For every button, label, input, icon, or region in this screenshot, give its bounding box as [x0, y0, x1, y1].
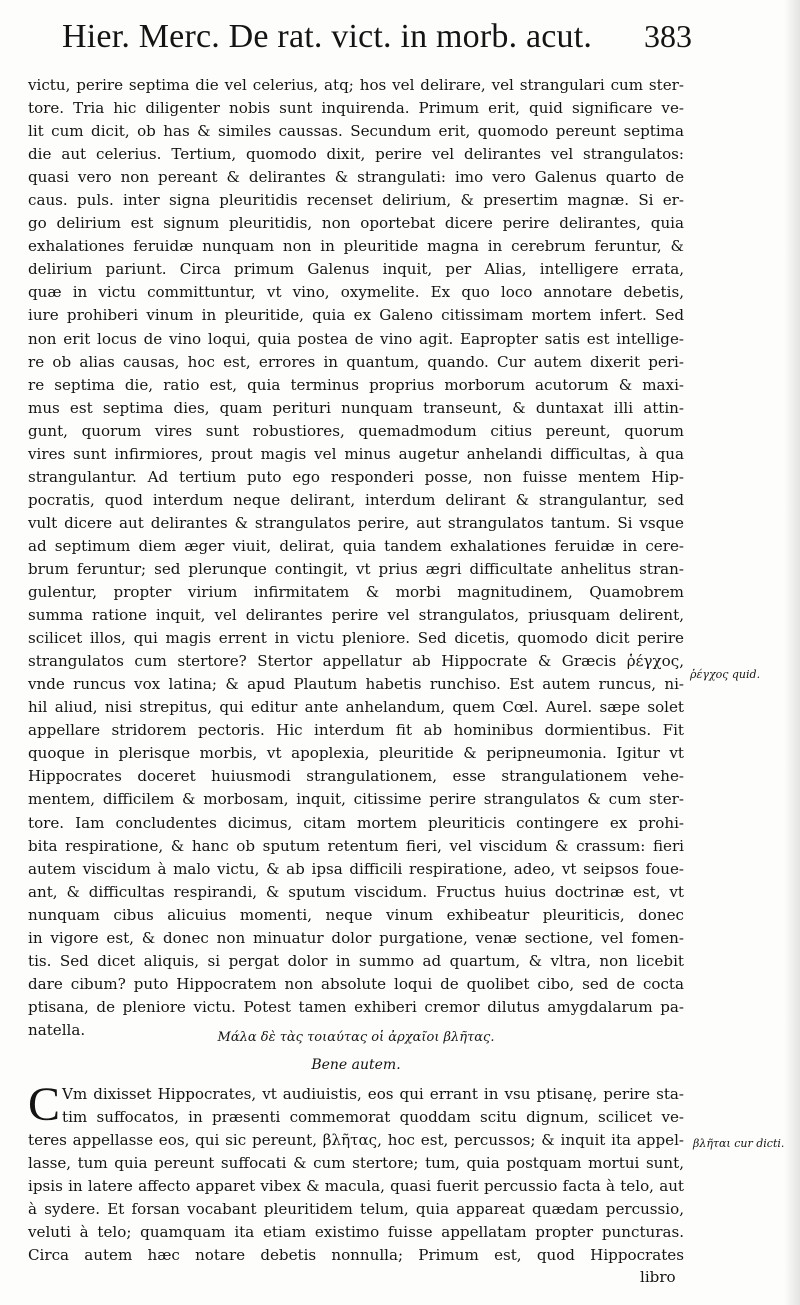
- text-line: tis. Sed dicet aliquis, si pergat dolor in summo ad quartum, & vltra, non licebit: [28, 951, 684, 970]
- margin-note: ῥέγχος quid.: [690, 668, 761, 681]
- text-line: Circa autem hæc notare debetis nonnulla; Primum est, quod Hippocrates: [28, 1246, 684, 1265]
- text-line: re ob alias causas, hoc est, errores in quantum, quando. Cur autem dixerit peri-: [28, 352, 684, 371]
- text-line: caus. puls. inter signa pleuritidis recenset delirium, & presertim magnæ. Si er-: [28, 191, 684, 210]
- text-line: à sydere. Et forsan vocabant pleuritidem telum, quia appareat quædam percussio,: [28, 1200, 684, 1219]
- text-line: non erit locus de vino loqui, quia postea de vino agit. Eapropter satis est intellige-: [28, 329, 684, 348]
- text-line: vult dicere aut delirantes & strangulatos perire, aut strangulatos tantum. Si vsque: [28, 513, 684, 532]
- text-line: vnde runcus vox latina; & apud Plautum habetis runchiso. Est autem runcus, ni-: [28, 675, 684, 694]
- catchword: libro: [640, 1268, 676, 1286]
- text-line: hil aliud, nisi strepitus, qui editur ante anhelandum, quem Cœl. Aurel. sæpe solet: [28, 698, 684, 717]
- greek-lemma-heading: Μάλα δὲ τὰς τοιαύτας οἱ ἀρχαῖοι βλῆτας.: [217, 1030, 495, 1045]
- text-line: exhalationes feruidæ nunquam non in pleuritide magna in cerebrum feruntur, &: [28, 237, 684, 256]
- text-line: bita respiratione, & hanc ob sputum retentum fieri, vel viscidum & crassum: fieri: [28, 836, 684, 855]
- text-line: summa ratione inquit, vel delirantes perire vel strangulatos, priusquam delirent,: [28, 606, 684, 625]
- text-line: in vigore est, & donec non minuatur dolor purgatione, venæ sectione, vel fomen-: [28, 928, 684, 947]
- text-line: vires sunt infirmiores, prout magis vel minus augetur anhelandi difficultas, à qua: [28, 444, 684, 463]
- margin-note: βλῆται cur dicti.: [693, 1137, 785, 1150]
- text-line: mentem, difficilem & morbosam, inquit, citissime perire strangulatos & cum ster-: [28, 790, 684, 809]
- text-line: strangulantur. Ad tertium puto ego responderi posse, non fuisse mentem Hip-: [28, 467, 684, 486]
- text-line: quoque in plerisque morbis, vt apoplexia, pleuritide & peripneumonia. Igitur vt: [28, 744, 684, 763]
- text-line: lasse, tum quia pereunt suffocati & cum stertore; tum, quia postquam mortui sunt,: [28, 1154, 684, 1173]
- drop-capital: C: [28, 1078, 61, 1131]
- text-line: teres appellasse eos, qui sic pereunt, βλῆτας, hoc est, percussos; & inquit ita appel-: [28, 1131, 684, 1150]
- text-line: Hippocrates doceret huiusmodi strangulationem, esse strangulationem vehe-: [28, 767, 684, 786]
- text-line: gulentur, propter virium infirmitatem & morbi magnitudinem, Quamobrem: [28, 583, 684, 602]
- text-line: die aut celerius. Tertium, quomodo dixit, perire vel delirantes vel strangulatos:: [28, 145, 684, 164]
- text-line: ad septimum diem æger viuit, delirat, quia tandem exhalationes feruidæ in cere-: [28, 536, 684, 555]
- lemma-translation-heading: Bene autem.: [311, 1057, 401, 1073]
- text-line: pocratis, quod interdum neque delirant, interdum delirant & strangulantur, sed: [28, 490, 684, 509]
- text-line: lit cum dicit, ob has & similes caussas. Secundum erit, quomodo pereunt septima: [28, 122, 684, 141]
- text-line: ptisana, de pleniore victu. Potest tamen exhiberi cremor dilutus amygdalarum pa-: [28, 997, 684, 1016]
- page-number: 383: [644, 18, 692, 54]
- text-line: brum feruntur; sed plerunque contingit, vt prius ægri difficultate anhelitus stran-: [28, 559, 684, 578]
- text-line: ipsis in latere affecto apparet vibex & macula, quasi fuerit percussio facta à telo, aut: [28, 1177, 684, 1196]
- text-line: ant, & difficultas respirandi, & sputum viscidum. Fructus huius doctrinæ est, vt: [28, 882, 684, 901]
- text-line: Vm dixisset Hippocrates, vt audiuistis, eos qui errant in vsu ptisanę, perire sta-: [62, 1085, 684, 1103]
- text-line: re septima die, ratio est, quia terminus proprius morborum acutorum & maxi-: [28, 375, 684, 394]
- commentary-section: [28, 1078, 684, 1267]
- text-line: tim suffocatos, in præsenti commemorat quoddam scitu dignum, scilicet ve-: [62, 1108, 684, 1127]
- text-line: autem viscidum à malo victu, & ab ipsa difficili respiratione, adeo, vt seipsos foue-: [28, 859, 684, 878]
- text-line: dare cibum? puto Hippocratem non absolute loqui de quolibet cibo, sed de cocta: [28, 974, 684, 993]
- text-line: quæ in victu committuntur, vt vino, oxymelite. Ex quo loco annotare debetis,: [28, 283, 684, 302]
- page-edge-shadow: [784, 0, 800, 1305]
- text-line: go delirium est signum pleuritidis, non oportebat dicere perire delirantes, quia: [28, 214, 684, 233]
- text-line: mus est septima dies, quam perituri nunquam transeunt, & duntaxat illi attin-: [28, 398, 684, 417]
- text-line: tore. Iam concludentes dicimus, citam mortem pleuriticis contingere ex prohi-: [28, 813, 684, 832]
- text-line: gunt, quorum vires sunt robustiores, quemadmodum citius pereunt, quorum: [28, 421, 684, 440]
- text-line: natella.: [28, 1020, 86, 1039]
- running-title: Hier. Merc. De rat. vict. in morb. acut.: [62, 18, 593, 55]
- text-line: victu, perire septima die vel celerius, atq; hos vel delirare, vel strangulari cum ster-: [28, 76, 684, 94]
- main-text-block: [28, 74, 684, 1042]
- text-line: appellare stridorem pectoris. Hic interdum fit ab hominibus dormientibus. Fit: [28, 721, 684, 740]
- text-line: scilicet illos, qui magis errent in victu pleniore. Sed dicetis, quomodo dicit perire: [28, 629, 684, 648]
- text-line: nunquam cibus alicuius momenti, neque vinum exhibeatur pleuriticis, donec: [28, 905, 684, 924]
- text-line: quasi vero non pereant & delirantes & strangulati: imo vero Galenus quarto de: [28, 168, 684, 187]
- text-line: delirium pariunt. Circa primum Galenus inquit, per Alias, intelligere errata,: [28, 260, 684, 279]
- text-line: veluti à telo; quamquam ita etiam existimo fuisse appellatam propter puncturas.: [28, 1223, 684, 1242]
- running-header: [62, 18, 692, 68]
- text-line: iure prohiberi vinum in pleuritide, quia ex Galeno citissimam mortem infert. Sed: [28, 306, 684, 325]
- text-line: strangulatos cum stertore? Stertor appellatur ab Hippocrate & Græcis ῥέγχος,: [28, 652, 684, 671]
- text-line: tore. Tria hic diligenter nobis sunt inquirenda. Primum erit, quid significare ve-: [28, 99, 684, 118]
